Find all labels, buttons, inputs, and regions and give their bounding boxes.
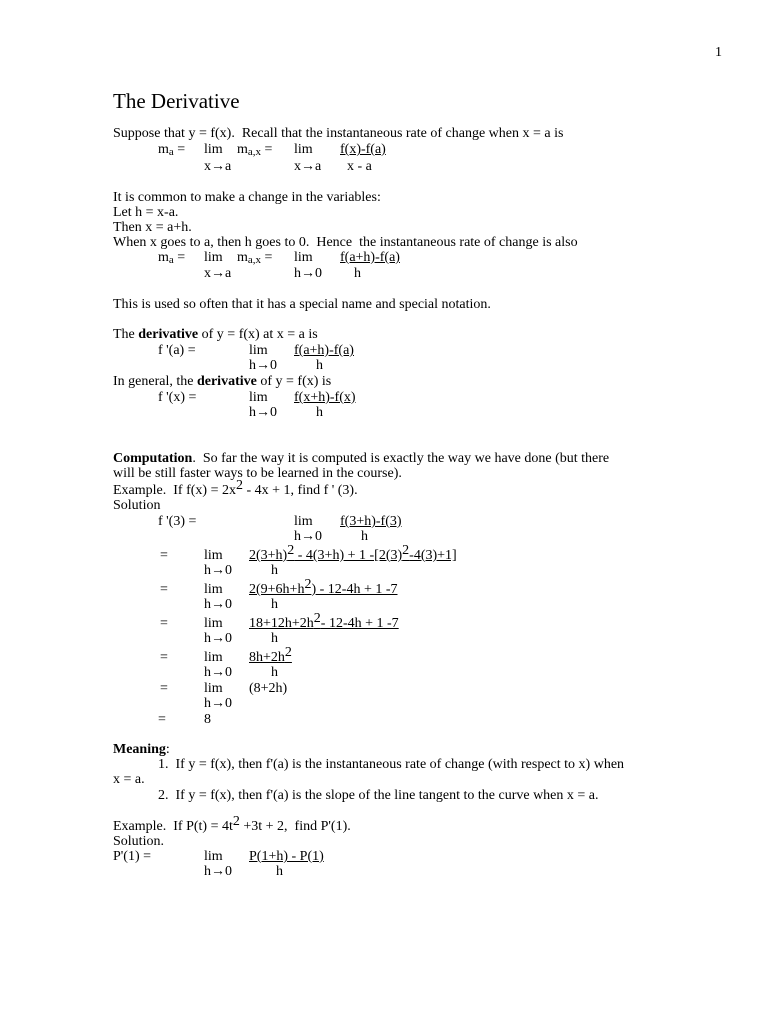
formula-m-ax: $m_{a,x}$ = xyxy=(237,142,273,158)
limit-subscript: h→0 xyxy=(249,405,277,420)
bold-term: derivative xyxy=(138,327,199,342)
lim-label: lim xyxy=(204,250,223,265)
page-title: The Derivative xyxy=(113,89,240,113)
solution-label: Solution. xyxy=(113,834,164,849)
definition-heading: In general, the derivative of y = f(x) is xyxy=(113,374,332,389)
bold-term: Meaning xyxy=(113,742,166,757)
equals-sign: = xyxy=(160,616,168,631)
paragraph-line: will be still faster ways to be learned in the course). xyxy=(113,466,402,481)
fraction-numerator: P(1+h) - P(1) xyxy=(249,849,324,864)
fraction-numerator: $2(9+6h+h^2) - 12-4h + 1$ -7 xyxy=(249,577,398,597)
example-line: Example. If $P(t) = 4t^2 +3t + 2$, find P'(1). xyxy=(113,814,351,834)
equals-sign: = xyxy=(160,582,168,597)
fraction-denominator: x - a xyxy=(347,159,372,174)
fraction-denominator: h xyxy=(276,864,283,879)
result-value: 8 xyxy=(204,712,211,727)
limit-subscript: h→0 xyxy=(204,665,232,680)
formula-m-a: $m_a$ = xyxy=(158,142,186,158)
fraction-numerator: $2(3+h)^2 - 4(3+h) + 1$ $-[2(3)^2-4(3)+1]$ xyxy=(249,543,457,563)
fraction-denominator: h xyxy=(271,563,278,578)
limit-subscript: x→a xyxy=(204,159,232,174)
expression: (8+2h) xyxy=(249,681,288,696)
computation-line: Computation. So far the way it is computed is exactly the way we have done (but there xyxy=(113,451,610,466)
equals-sign: = xyxy=(158,712,166,727)
meaning-heading: Meaning: xyxy=(113,742,170,757)
solution-label: Solution xyxy=(113,498,161,513)
limit-subscript: x→a xyxy=(294,159,322,174)
meaning-item: 1. If y = f(x), then f'(a) is the instantaneous rate of change (with respect to x) when xyxy=(158,757,625,772)
fraction-denominator: h xyxy=(271,665,278,680)
formula-lhs: f '(a) = xyxy=(158,343,196,358)
limit-subscript: h→0 xyxy=(204,864,232,879)
definition-heading: The derivative of y = f(x) at x = a is xyxy=(113,327,318,342)
limit-subscript: h→0 xyxy=(294,529,322,544)
limit-subscript: h→0 xyxy=(204,696,232,711)
equals-sign: = xyxy=(160,681,168,696)
lim-label: lim xyxy=(204,142,223,157)
lim-label: lim xyxy=(249,390,268,405)
equals-sign: = xyxy=(160,650,168,665)
fraction-numerator: f(x)-f(a) xyxy=(340,142,386,157)
formula-m-ax: $m_{a,x}$ = xyxy=(237,250,273,266)
limit-subscript: h→0 xyxy=(204,631,232,646)
fraction-numerator: $18+12h+2h^2-$ 12-4h + 1 -7 xyxy=(249,611,399,631)
formula-lhs: P'(1) = xyxy=(113,849,152,864)
bold-term: Computation xyxy=(113,451,193,466)
paragraph-line: It is common to make a change in the variables: xyxy=(113,190,381,205)
lim-label: lim xyxy=(204,548,223,563)
limit-subscript: x→a xyxy=(204,266,232,281)
fraction-numerator: f(3+h)-f(3) xyxy=(340,514,402,529)
lim-label: lim xyxy=(294,514,313,529)
lim-label: lim xyxy=(204,582,223,597)
fraction-numerator: f(a+h)-f(a) xyxy=(340,250,400,265)
formula-m-a: $m_a$ = xyxy=(158,250,186,266)
lim-label: lim xyxy=(294,250,313,265)
formula-lhs: f '(x) = xyxy=(158,390,197,405)
lim-label: lim xyxy=(204,650,223,665)
fraction-denominator: h xyxy=(354,266,361,281)
paragraph-line: This is used so often that it has a special name and special notation. xyxy=(113,297,491,312)
example-line: Example. If $f(x) = 2x^2 - 4x + 1$, find f ' (3). xyxy=(113,478,358,498)
intro-text: Suppose that y = f(x). Recall that the instantaneous rate of change when x = a is xyxy=(113,126,564,141)
limit-subscript: h→0 xyxy=(204,563,232,578)
fraction-denominator: h xyxy=(316,358,323,373)
lim-label: lim xyxy=(204,616,223,631)
lim-label: lim xyxy=(249,343,268,358)
paragraph-line: Let h = x-a. xyxy=(113,205,179,220)
lim-label: lim xyxy=(204,849,223,864)
lim-label: lim xyxy=(294,142,313,157)
lim-label: lim xyxy=(204,681,223,696)
meaning-item: 2. If y = f(x), then f'(a) is the slope of the line tangent to the curve when x = a. xyxy=(158,788,599,803)
limit-subscript: h→0 xyxy=(249,358,277,373)
fraction-numerator: f(a+h)-f(a) xyxy=(294,343,354,358)
paragraph-line: When x goes to a, then h goes to 0. Hence the instantaneous rate of change is also xyxy=(113,235,578,250)
limit-subscript: h→0 xyxy=(204,597,232,612)
fraction-numerator: $8h+2h^2$ xyxy=(249,645,292,665)
fraction-denominator: h xyxy=(316,405,323,420)
fraction-denominator: h xyxy=(271,631,278,646)
fraction-denominator: h xyxy=(271,597,278,612)
page-number: 1 xyxy=(715,45,722,60)
fraction-numerator: f(x+h)-f(x) xyxy=(294,390,356,405)
fraction-denominator: h xyxy=(361,529,368,544)
meaning-item-continued: x = a. xyxy=(113,772,145,787)
limit-subscript: h→0 xyxy=(294,266,322,281)
bold-term: derivative xyxy=(196,374,257,389)
equals-sign: = xyxy=(160,548,168,563)
paragraph-line: Then x = a+h. xyxy=(113,220,192,235)
formula-lhs: f '(3) = xyxy=(158,514,197,529)
